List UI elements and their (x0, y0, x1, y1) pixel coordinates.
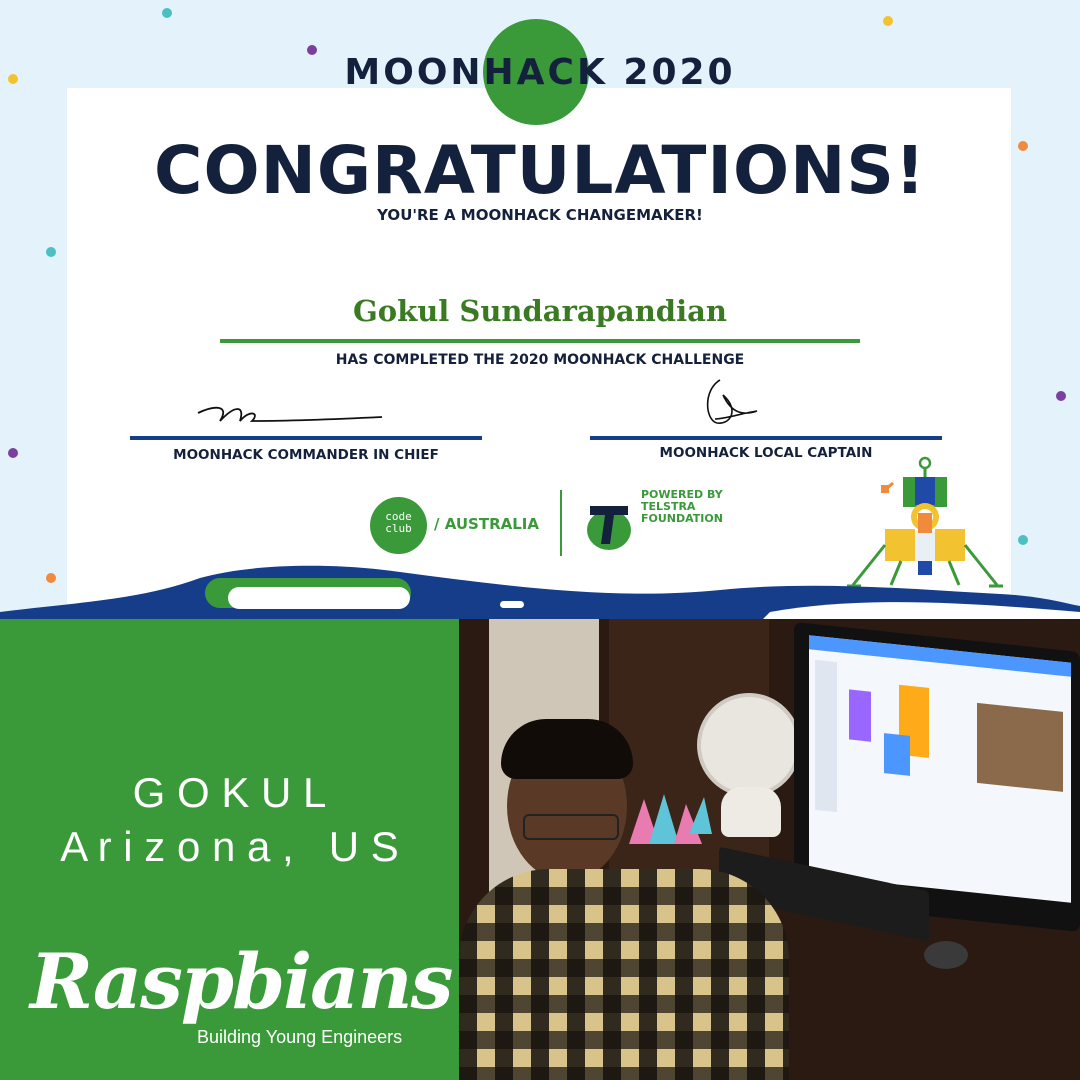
student-glasses (523, 814, 619, 840)
completion-text: HAS COMPLETED THE 2020 MOONHACK CHALLENGE (335, 352, 745, 368)
left-signature-line (130, 436, 482, 440)
telstra-line1: POWERED BY (641, 488, 723, 501)
confetti-dot (162, 8, 172, 18)
monitor-screen (809, 635, 1071, 903)
profile-panel (0, 619, 459, 1080)
telstra-line3: FOUNDATION (641, 512, 723, 525)
recipient-name: Gokul Sundarapandian (353, 294, 727, 328)
event-title: MOONHACK 2020 (344, 52, 736, 93)
codeclub-logo-text (370, 511, 427, 535)
subheadline: YOU'RE A MOONHACK CHANGEMAKER! (377, 206, 703, 224)
commander-signature (190, 395, 390, 435)
confetti-dot (1018, 535, 1028, 545)
brand-logo: Raspbians (30, 937, 452, 1026)
captain-title: MOONHACK LOCAL CAPTAIN (659, 445, 873, 461)
telstra-logo-icon (584, 500, 634, 555)
telstra-line2: TELSTRA (641, 500, 696, 513)
codeclub-logo-line1: code (385, 510, 412, 523)
certificate-wave (0, 560, 1080, 622)
computer-mouse (924, 941, 968, 969)
confetti-dot (1056, 391, 1066, 401)
confetti-dot (46, 247, 56, 257)
logo-divider (560, 490, 562, 556)
confetti-dot (8, 448, 18, 458)
profile-first-name: G O K U L (132, 769, 327, 816)
student-photo (459, 619, 1080, 1080)
codeclub-logo-line2: club (385, 522, 412, 535)
confetti-dot (883, 16, 893, 26)
name-underline (220, 339, 860, 343)
codeclub-region: / AUSTRALIA (434, 515, 539, 533)
desk-fan (697, 693, 801, 797)
brand-tagline: Building Young Engineers (197, 1027, 403, 1047)
student-shirt (459, 869, 789, 1080)
commander-title: MOONHACK COMMANDER IN CHIEF (173, 447, 439, 463)
fan-base (721, 787, 781, 837)
paper-pyramids (624, 789, 714, 849)
profile-location: A r i z o n a , U S (60, 823, 399, 870)
telstra-text (641, 489, 723, 525)
right-signature-line (590, 436, 942, 440)
captain-signature (695, 375, 765, 435)
congratulations-headline: CONGRATULATIONS! (154, 132, 926, 209)
student-hair (501, 719, 633, 779)
